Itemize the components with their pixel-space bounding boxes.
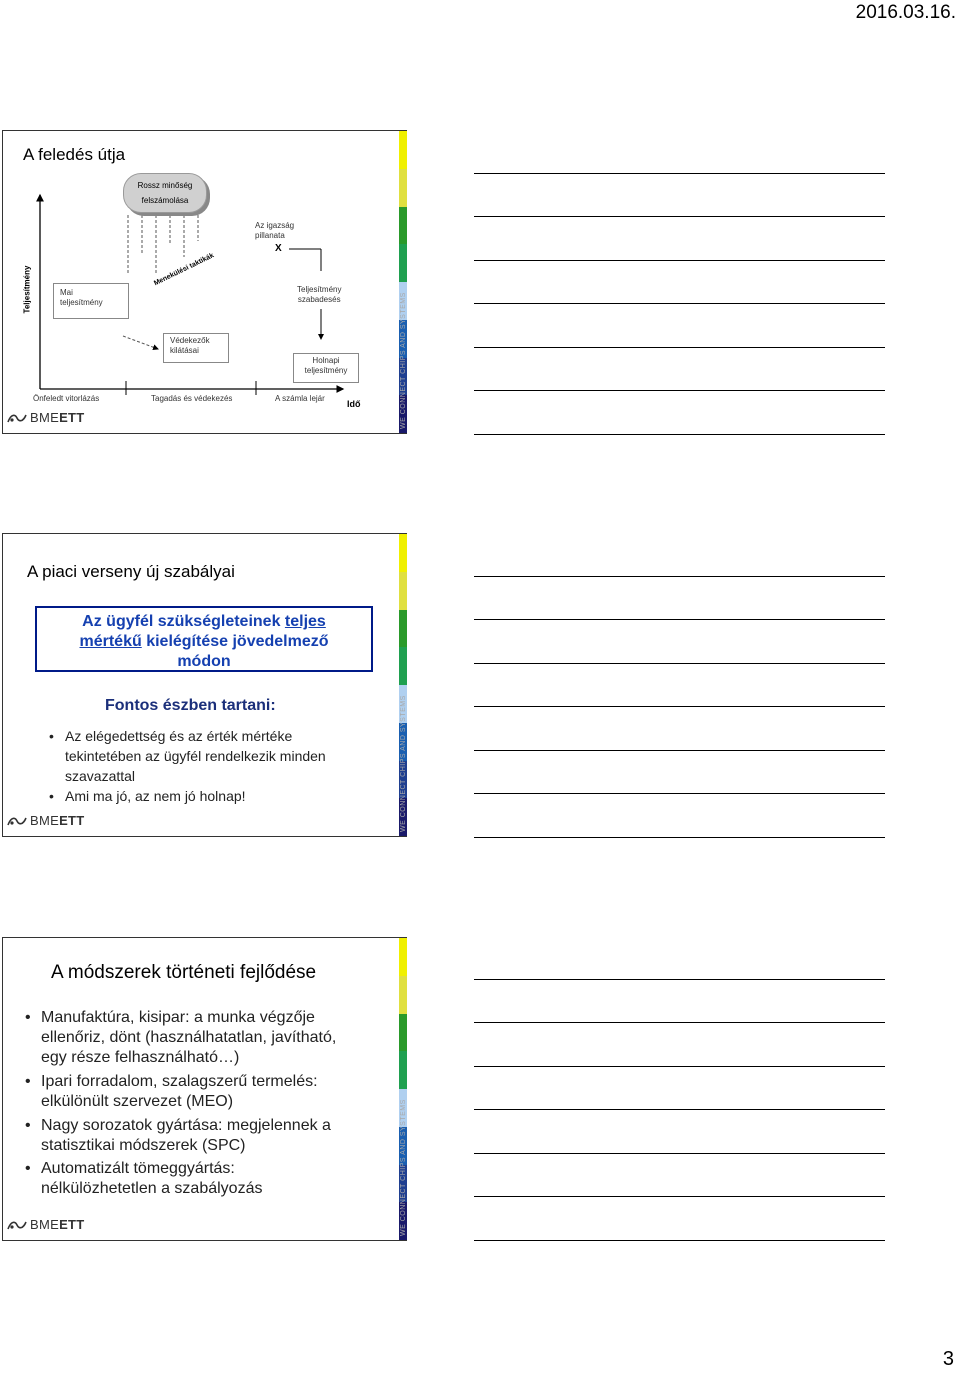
document-date: 2016.03.16. — [855, 2, 956, 23]
bmeett-logo — [7, 1217, 85, 1232]
subheading: Fontos észben tartani: — [105, 697, 276, 714]
truth-moment-label — [255, 221, 294, 241]
bullet-line: egy része felhasználható…) — [41, 1049, 240, 1066]
slide-2 — [2, 533, 407, 837]
bullet-line: • Nagy sorozatok gyártása: megjelennek a — [41, 1117, 331, 1134]
bullet-line: • Manufaktúra, kisipar: a munka végzője — [41, 1009, 315, 1026]
x-mark: X — [275, 243, 282, 254]
logo-suffix: ETT — [59, 410, 85, 425]
truth-moment-line-2: pillanata — [255, 231, 285, 240]
slide-title: A módszerek történeti fejlődése — [51, 962, 317, 983]
performance-drop-line-1: Teljesítmény — [297, 285, 342, 294]
logo-text — [30, 1217, 85, 1232]
phase-label: Önfeledt vitorlázás — [33, 394, 100, 403]
bullet-line: nélkülözhetetlen a szabályozás — [41, 1180, 263, 1197]
slide-3 — [2, 937, 407, 1241]
bullet-line: elkülönült szervezet (MEO) — [41, 1093, 234, 1110]
performance-drop-label — [297, 285, 341, 305]
goal-text: Az ügyfél szükségleteinek — [82, 613, 285, 630]
bullet-line: tekintetében az ügyfél rendelkezik minden — [65, 748, 326, 764]
bullet-item — [65, 786, 246, 806]
bullet-line: statisztikai módszerek (SPC) — [41, 1137, 246, 1154]
bullet-line: • Az elégedettség és az érték mértéke — [65, 728, 293, 744]
bullet-item — [41, 1159, 262, 1199]
bullet-item — [41, 1072, 318, 1112]
bullet-line: • Automatizált tömeggyártás: — [41, 1160, 235, 1177]
y-axis-label-holder — [21, 253, 35, 333]
defenders-line-1: Védekezők — [170, 336, 210, 345]
logo-prefix: BME — [30, 813, 60, 828]
slide-1 — [2, 130, 407, 434]
phase-label: A számla lejár — [275, 394, 325, 403]
tomorrow-performance-line-1: Holnapi — [312, 356, 340, 365]
truth-moment-line-1: Az igazság — [255, 221, 295, 230]
performance-drop-line-2: szabadesés — [297, 295, 341, 304]
goal-underlined: mértékű — [79, 633, 142, 650]
logo-suffix: ETT — [59, 813, 85, 828]
goal-text: kielégítése jövedelmező — [141, 633, 329, 650]
goal-box — [35, 606, 373, 672]
cloud-line-2: felszámolása — [141, 196, 189, 206]
current-performance-box — [53, 283, 129, 319]
logo-text — [30, 410, 85, 425]
bullet-line: szavazattal — [65, 768, 136, 784]
x-axis-label: Idő — [347, 399, 361, 409]
bullet-item — [65, 726, 326, 786]
tomorrow-performance-line-2: teljesítmény — [304, 366, 348, 375]
tomorrow-performance-box — [293, 353, 359, 383]
defenders-box — [163, 333, 229, 363]
phase-label: Tagadás és védekezés — [151, 394, 233, 403]
page-number: 3 — [942, 1348, 954, 1370]
logo-suffix: ETT — [59, 1217, 85, 1232]
cloud-line-1: Rossz minőség — [137, 181, 193, 190]
bullet-item — [41, 1008, 336, 1068]
logo-prefix: BME — [30, 1217, 60, 1232]
defenders-line-2: kilátásai — [170, 346, 199, 355]
current-performance-line-2: teljesítmény — [60, 298, 103, 307]
watermark: WE CONNECT CHIPS AND SYSTEMS — [400, 1099, 407, 1236]
goal-text: módon — [177, 653, 231, 670]
bullet-line: • Ami ma jó, az nem jó holnap! — [65, 788, 246, 804]
bmeett-logo — [7, 813, 85, 828]
performance-diagram — [3, 131, 407, 433]
watermark: WE CONNECT CHIPS AND SYSTEMS — [400, 695, 407, 832]
goal-underlined: teljes — [284, 613, 326, 630]
logo-text — [30, 813, 85, 828]
y-axis-label: Teljesítmény — [22, 265, 32, 314]
bullet-line: • Ipari forradalom, szalagszerű termelés: — [41, 1073, 318, 1090]
slide-title: A piaci verseny új szabályai — [27, 562, 235, 581]
logo-prefix: BME — [30, 410, 60, 425]
bmeett-logo — [7, 410, 85, 425]
logo-mark-icon — [7, 1219, 27, 1231]
bullet-line: ellenőriz, dönt (használhatatlan, javítható, — [41, 1029, 337, 1046]
escape-tactics-label: Menekülési taktikák — [153, 252, 216, 288]
current-performance-line-1: Mai — [60, 288, 73, 297]
bullet-item — [41, 1116, 331, 1156]
logo-mark-icon — [7, 815, 27, 827]
slide-title: A feledés útja — [23, 145, 126, 164]
quality-cloud — [123, 173, 207, 213]
logo-mark-icon — [7, 412, 27, 424]
watermark: WE CONNECT CHIPS AND SYSTEMS — [400, 292, 407, 429]
